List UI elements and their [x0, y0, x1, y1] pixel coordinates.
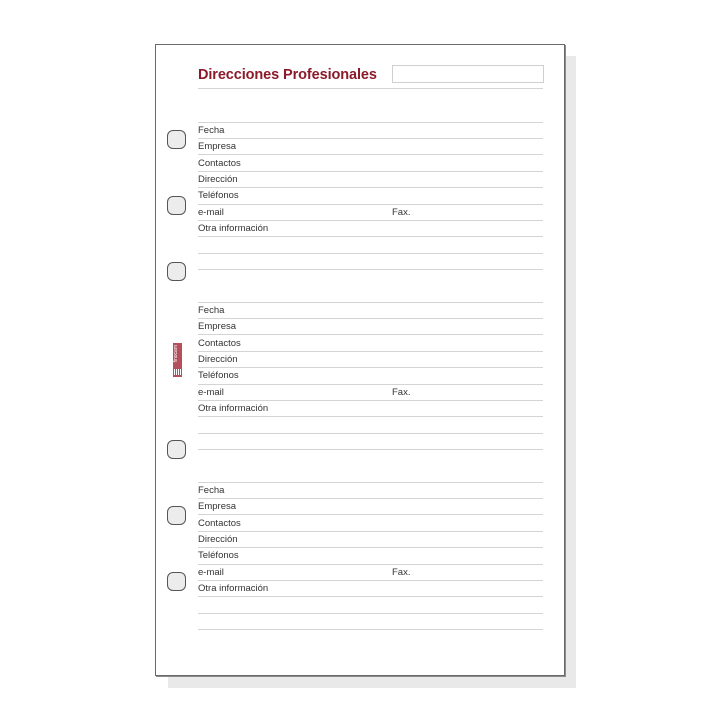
rule — [198, 122, 543, 123]
rule — [198, 613, 543, 614]
rule — [198, 433, 543, 434]
rule — [198, 269, 543, 270]
field-empresa: Empresa — [198, 141, 237, 152]
rule — [198, 596, 543, 597]
rule — [198, 318, 543, 319]
page-title: Direcciones Profesionales — [198, 67, 377, 83]
binder-hole-icon — [167, 506, 186, 525]
binder-hole-icon — [167, 262, 186, 281]
rule — [198, 531, 543, 532]
field-fax: Fax. — [392, 567, 411, 578]
rule — [198, 449, 543, 450]
field-empresa: Empresa — [198, 321, 237, 332]
binder-hole-icon — [167, 196, 186, 215]
planner-page — [155, 44, 565, 676]
field-telefonos: Teléfonos — [198, 550, 239, 561]
rule — [198, 514, 543, 515]
field-fax: Fax. — [392, 207, 411, 218]
field-direccion: Dirección — [198, 354, 238, 365]
field-fecha: Fecha — [198, 485, 225, 496]
field-contactos: Contactos — [198, 158, 241, 169]
rule — [198, 367, 543, 368]
field-otra-informacion: Otra información — [198, 583, 269, 594]
field-contactos: Contactos — [198, 338, 241, 349]
field-otra-informacion: Otra información — [198, 223, 269, 234]
rule — [198, 236, 543, 237]
field-telefonos: Teléfonos — [198, 370, 239, 381]
rule — [198, 204, 543, 205]
field-contactos: Contactos — [198, 518, 241, 529]
rule — [198, 547, 543, 548]
rule — [198, 187, 543, 188]
rule — [198, 498, 543, 499]
title-input-box[interactable] — [392, 65, 544, 83]
binder-hole-icon — [167, 572, 186, 591]
rule — [198, 334, 543, 335]
rule — [198, 138, 543, 139]
field-direccion: Dirección — [198, 174, 238, 185]
rule — [198, 416, 543, 417]
rule — [198, 564, 543, 565]
field-otra-informacion: Otra información — [198, 403, 269, 414]
field-telefonos: Teléfonos — [198, 190, 239, 201]
rule — [198, 220, 543, 221]
field-empresa: Empresa — [198, 501, 237, 512]
rule — [198, 154, 543, 155]
field-fecha: Fecha — [198, 125, 225, 136]
field-email: e-mail — [198, 567, 224, 578]
field-fecha: Fecha — [198, 305, 225, 316]
field-email: e-mail — [198, 387, 224, 398]
binder-hole-icon — [167, 440, 186, 459]
rule — [198, 171, 543, 172]
brand-logo-icon — [173, 343, 182, 377]
rule — [198, 482, 543, 483]
rule — [198, 253, 543, 254]
title-rule — [198, 88, 543, 89]
field-fax: Fax. — [392, 387, 411, 398]
field-email: e-mail — [198, 207, 224, 218]
rule — [198, 384, 543, 385]
brand-label: finocam — [173, 345, 179, 363]
rule — [198, 400, 543, 401]
rule — [198, 580, 543, 581]
binder-hole-icon — [167, 130, 186, 149]
rule — [198, 629, 543, 630]
field-direccion: Dirección — [198, 534, 238, 545]
rule — [198, 351, 543, 352]
rule — [198, 302, 543, 303]
